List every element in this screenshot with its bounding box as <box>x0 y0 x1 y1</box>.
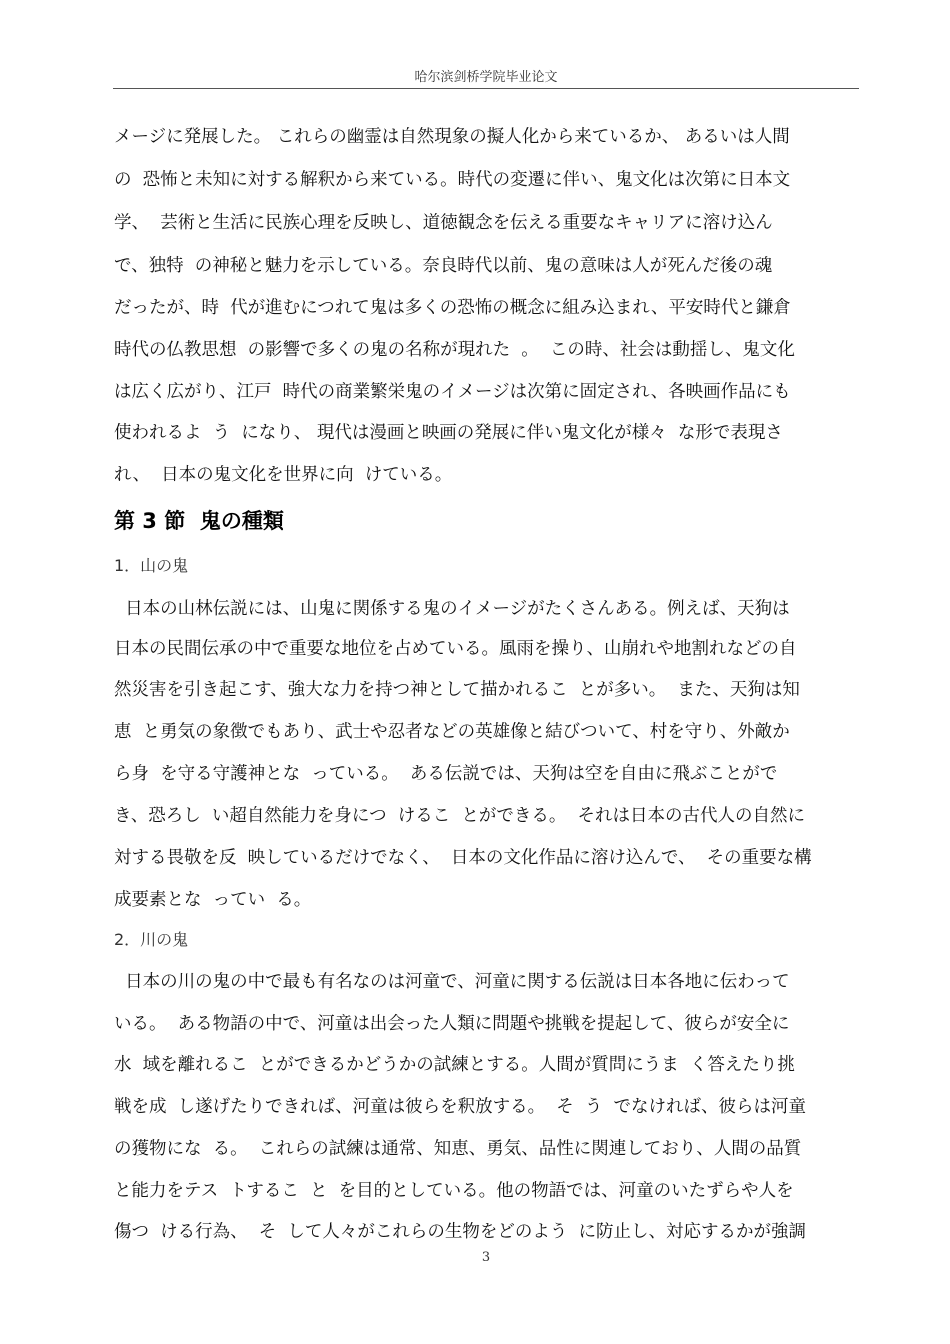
running-header: 哈尔滨剑桥学院毕业论文 <box>414 70 558 85</box>
body-line: 戦を成 し遂げたりできれば、河童は彼らを釈放する。 そ う でなければ、彼らは河童 <box>114 1097 806 1117</box>
body-line: メージに発展した。 これらの幽霊は自然現象の擬人化から来ているか、 あるいは人間 <box>114 127 790 147</box>
header-rule <box>113 88 859 89</box>
body-line: の 恐怖と未知に対する解釈から来ている。時代の変遷に伴い、鬼文化は次第に日本文 <box>114 170 791 190</box>
body-line: 成要素とな ってい る。 <box>114 890 312 910</box>
body-line: 使われるよ う になり、 現代は漫画と映画の発展に伴い鬼文化が様々 な形で表現さ <box>114 423 783 443</box>
body-line: ら身 を守る守護神とな っている。 ある伝説では、天狗は空を自由に飛ぶことがで <box>114 764 778 784</box>
body-line: 対する畏敬を反 映しているだけでなく、 日本の文化作品に溶け込んで、 その重要な構 <box>114 848 812 868</box>
body-line: 日本の川の鬼の中で最も有名なのは河童で、河童に関する伝説は日本各地に伝わって <box>114 972 790 992</box>
page-number: 3 <box>481 1250 491 1265</box>
body-line: 水 域を離れるこ とができるかどうかの試練とする。人間が質問にうま く答えたり挑 <box>114 1055 795 1075</box>
body-line: の獲物にな る。 これらの試練は通常、知恵、勇気、品性に関連しており、人間の品質 <box>114 1139 802 1159</box>
body-line: 然災害を引き起こす、強大な力を持つ神として描かれるこ とが多い。 また、天狗は知 <box>114 680 800 700</box>
body-line: 恵 と勇気の象徴でもあり、武士や忍者などの英雄像と結びついて、村を守り、外敵か <box>114 722 790 742</box>
body-line: 日本の民間伝承の中で重要な地位を占めている。風雨を操り、山崩れや地割れなどの自 <box>114 639 797 659</box>
body-line: と能力をテス トするこ と を目的としている。他の物語では、河童のいたずらや人を <box>114 1181 794 1201</box>
subsection-heading-river: 2．川の鬼 <box>114 930 189 949</box>
body-line: き、恐ろし い超自然能力を身につ けるこ とができる。 それは日本の古代人の自然に <box>114 806 805 826</box>
body-line: 学、 芸術と生活に民族心理を反映し、道徳観念を伝える重要なキャリアに溶け込ん <box>114 213 773 233</box>
body-line: れ、 日本の鬼文化を世界に向 けている。 <box>114 465 453 485</box>
body-line: は広く広がり、江戸 時代の商業繁栄鬼のイメージは次第に固定され、各映画作品にも <box>114 382 791 402</box>
body-line: だったが、時 代が進むにつれて鬼は多くの恐怖の概念に組み込まれ、平安時代と鎌倉 <box>114 298 791 318</box>
section-heading: 第 3 節 鬼の種類 <box>114 509 284 533</box>
body-line: 時代の仏教思想 の影響で多くの鬼の名称が現れた 。 この時、社会は動揺し、鬼文化 <box>114 340 795 360</box>
subsection-heading-mountain: 1．山の鬼 <box>114 556 189 575</box>
body-line: 傷つ ける行為、 そ して人々がこれらの生物をどのよう に防止し、対応するかが強調 <box>114 1222 806 1242</box>
body-line: で、独特 の神秘と魅力を示している。奈良時代以前、鬼の意味は人が死んだ後の魂 <box>114 256 773 276</box>
body-line: 日本の山林伝説には、山鬼に関係する鬼のイメージがたくさんある。例えば、天狗は <box>114 599 790 619</box>
body-line: いる。 ある物語の中で、河童は出会った人類に問題や挑戦を提起して、彼らが安全に <box>114 1014 790 1034</box>
